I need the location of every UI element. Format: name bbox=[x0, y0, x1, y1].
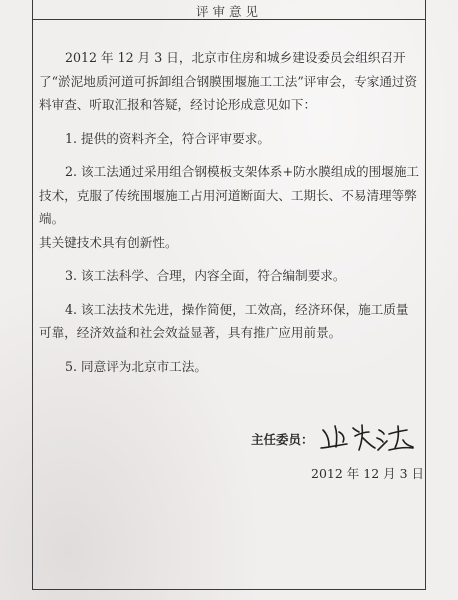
form-header-row bbox=[33, 0, 425, 20]
opinion-item-1: 1. 提供的资料齐全，符合评审要求。 bbox=[65, 130, 270, 146]
opinion-item-3: 3. 该工法科学、合理，内容全面，符合编制要求。 bbox=[65, 268, 346, 283]
opinion-intro: 2012 年 12 月 3 日，北京市住房和城乡建设委员会组织召开了“淤泥地质河道可拆卸组合钢膜围堰施工工法”评审会，专家通过资料审查、听取汇报和答疑，经讨论形成意见如下： bbox=[39, 50, 418, 112]
opinion-item-5: 5. 同意评为北京市工法。 bbox=[65, 358, 207, 374]
form-title: 评审意见 bbox=[195, 4, 262, 19]
opinion-item-4: 4. 该工法技术先进，操作简便，工效高，经济环保，施工质量可靠，经济效益和社会效益显著，具有推广应用前景。 bbox=[39, 301, 409, 340]
opinion-item-2-continued: 其关键技术具有创新性。 bbox=[39, 234, 178, 250]
signature-date: 2012 年 12 月 3 日 bbox=[311, 466, 425, 481]
opinion-item-2: 2. 该工法通过采用组合钢模板支架体系+防水膜组成的围堰施工技术，克服了传统围堰施工占用河道断面大、工期长、不易清理等弊端。 bbox=[39, 164, 420, 226]
review-form-frame bbox=[32, 0, 426, 590]
chair-label: 主任委员： bbox=[251, 432, 314, 447]
review-opinion-body bbox=[39, 46, 419, 378]
handwritten-signature bbox=[317, 420, 417, 454]
